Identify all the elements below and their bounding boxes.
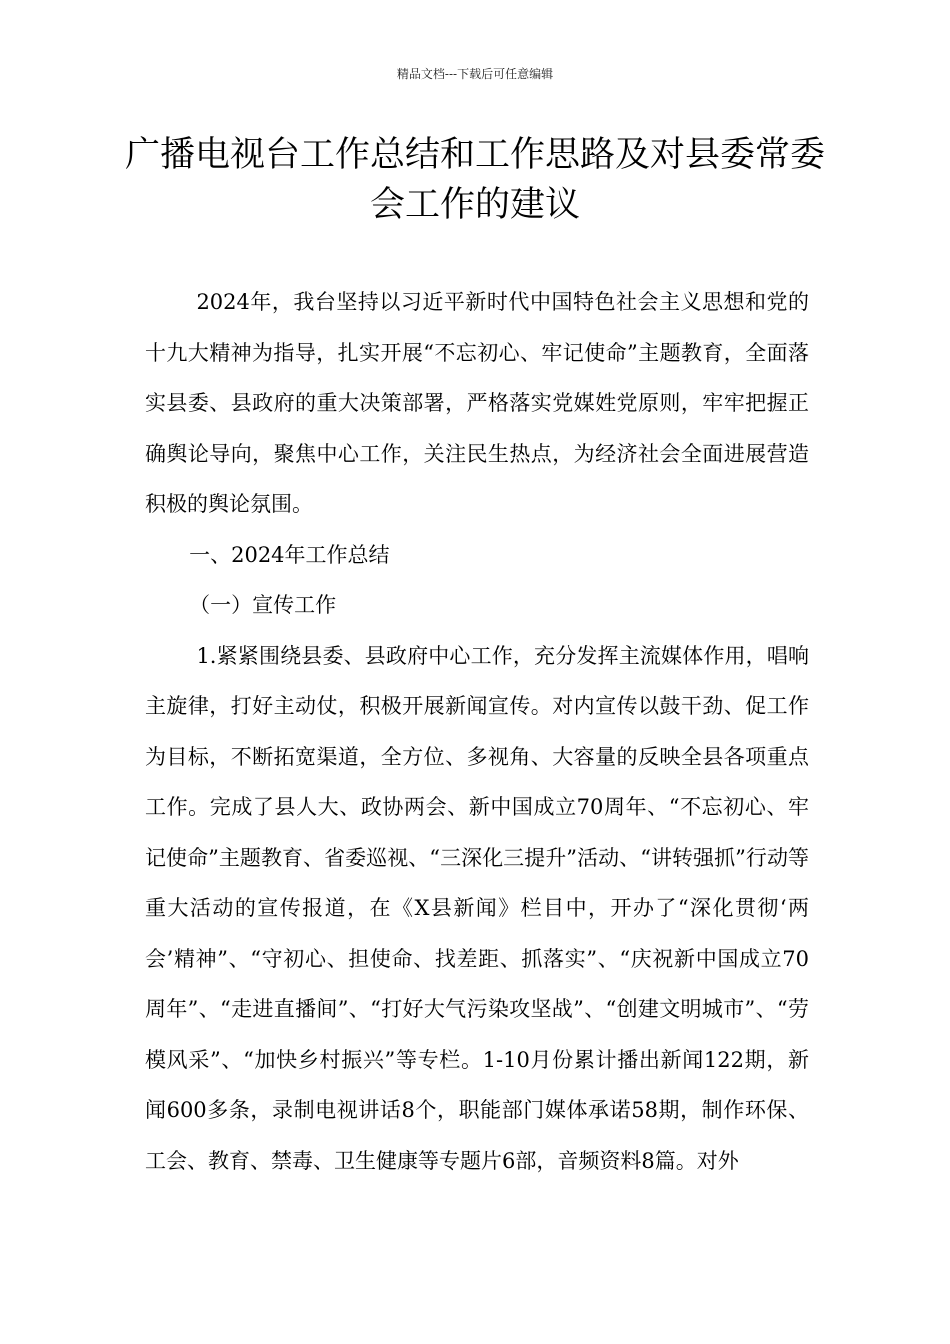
document-title: 广播电视台工作总结和工作思路及对县委常委会工作的建议: [124, 135, 825, 225]
body-paragraph: 1.紧紧围绕县委、县政府中心工作，充分发挥主流媒体作用，唱响主旋律，打好主动仗，积极开展新闻宣传。对内宣传以鼓干劲、促工作为目标，不断拓宽渠道，全方位、多视角、大容量的反映全县各项重点工作。完成了县人大、政协两会、新中国成立70周年、“不忘初心、牢记使命”主题教育、省委巡视、“三深化三提升”活动、“讲转强抓”行动等重大活动的宣传报道，在《X县新闻》栏目中，开办了“深化贯彻‘两会’精神”、“守初心、担使命、找差距、抓落实”、“庆祝新中国成立70周年”、“走进直播间”、“打好大气污染攻坚战”、“创建文明城市”、“劳模风采”、“加快乡村振兴”等专栏。1-10月份累计播出新闻122期，新闻600多条，录制电视讲话8个，职能部门媒体承诺58期，制作环保、工会、教育、禁毒、卫生健康等专题片6部，音频资料8篇。对外: [145, 643, 809, 1173]
document-body: [145, 277, 809, 1186]
section-heading: 一、2024年工作总结: [189, 542, 390, 567]
page-header: 精品文档---下载后可任意编辑: [396, 67, 554, 81]
intro-paragraph: 2024年，我台坚持以习近平新时代中国特色社会主义思想和党的十九大精神为指导，扎实开展“不忘初心、牢记使命”主题教育，全面落实县委、县政府的重大决策部署，严格落实党媒姓党原则，牢牢把握正确舆论导向，聚焦中心工作，关注民生热点，为经济社会全面进展营造积极的舆论氛围。: [145, 290, 809, 516]
subsection-heading: （一）宣传工作: [189, 593, 337, 617]
